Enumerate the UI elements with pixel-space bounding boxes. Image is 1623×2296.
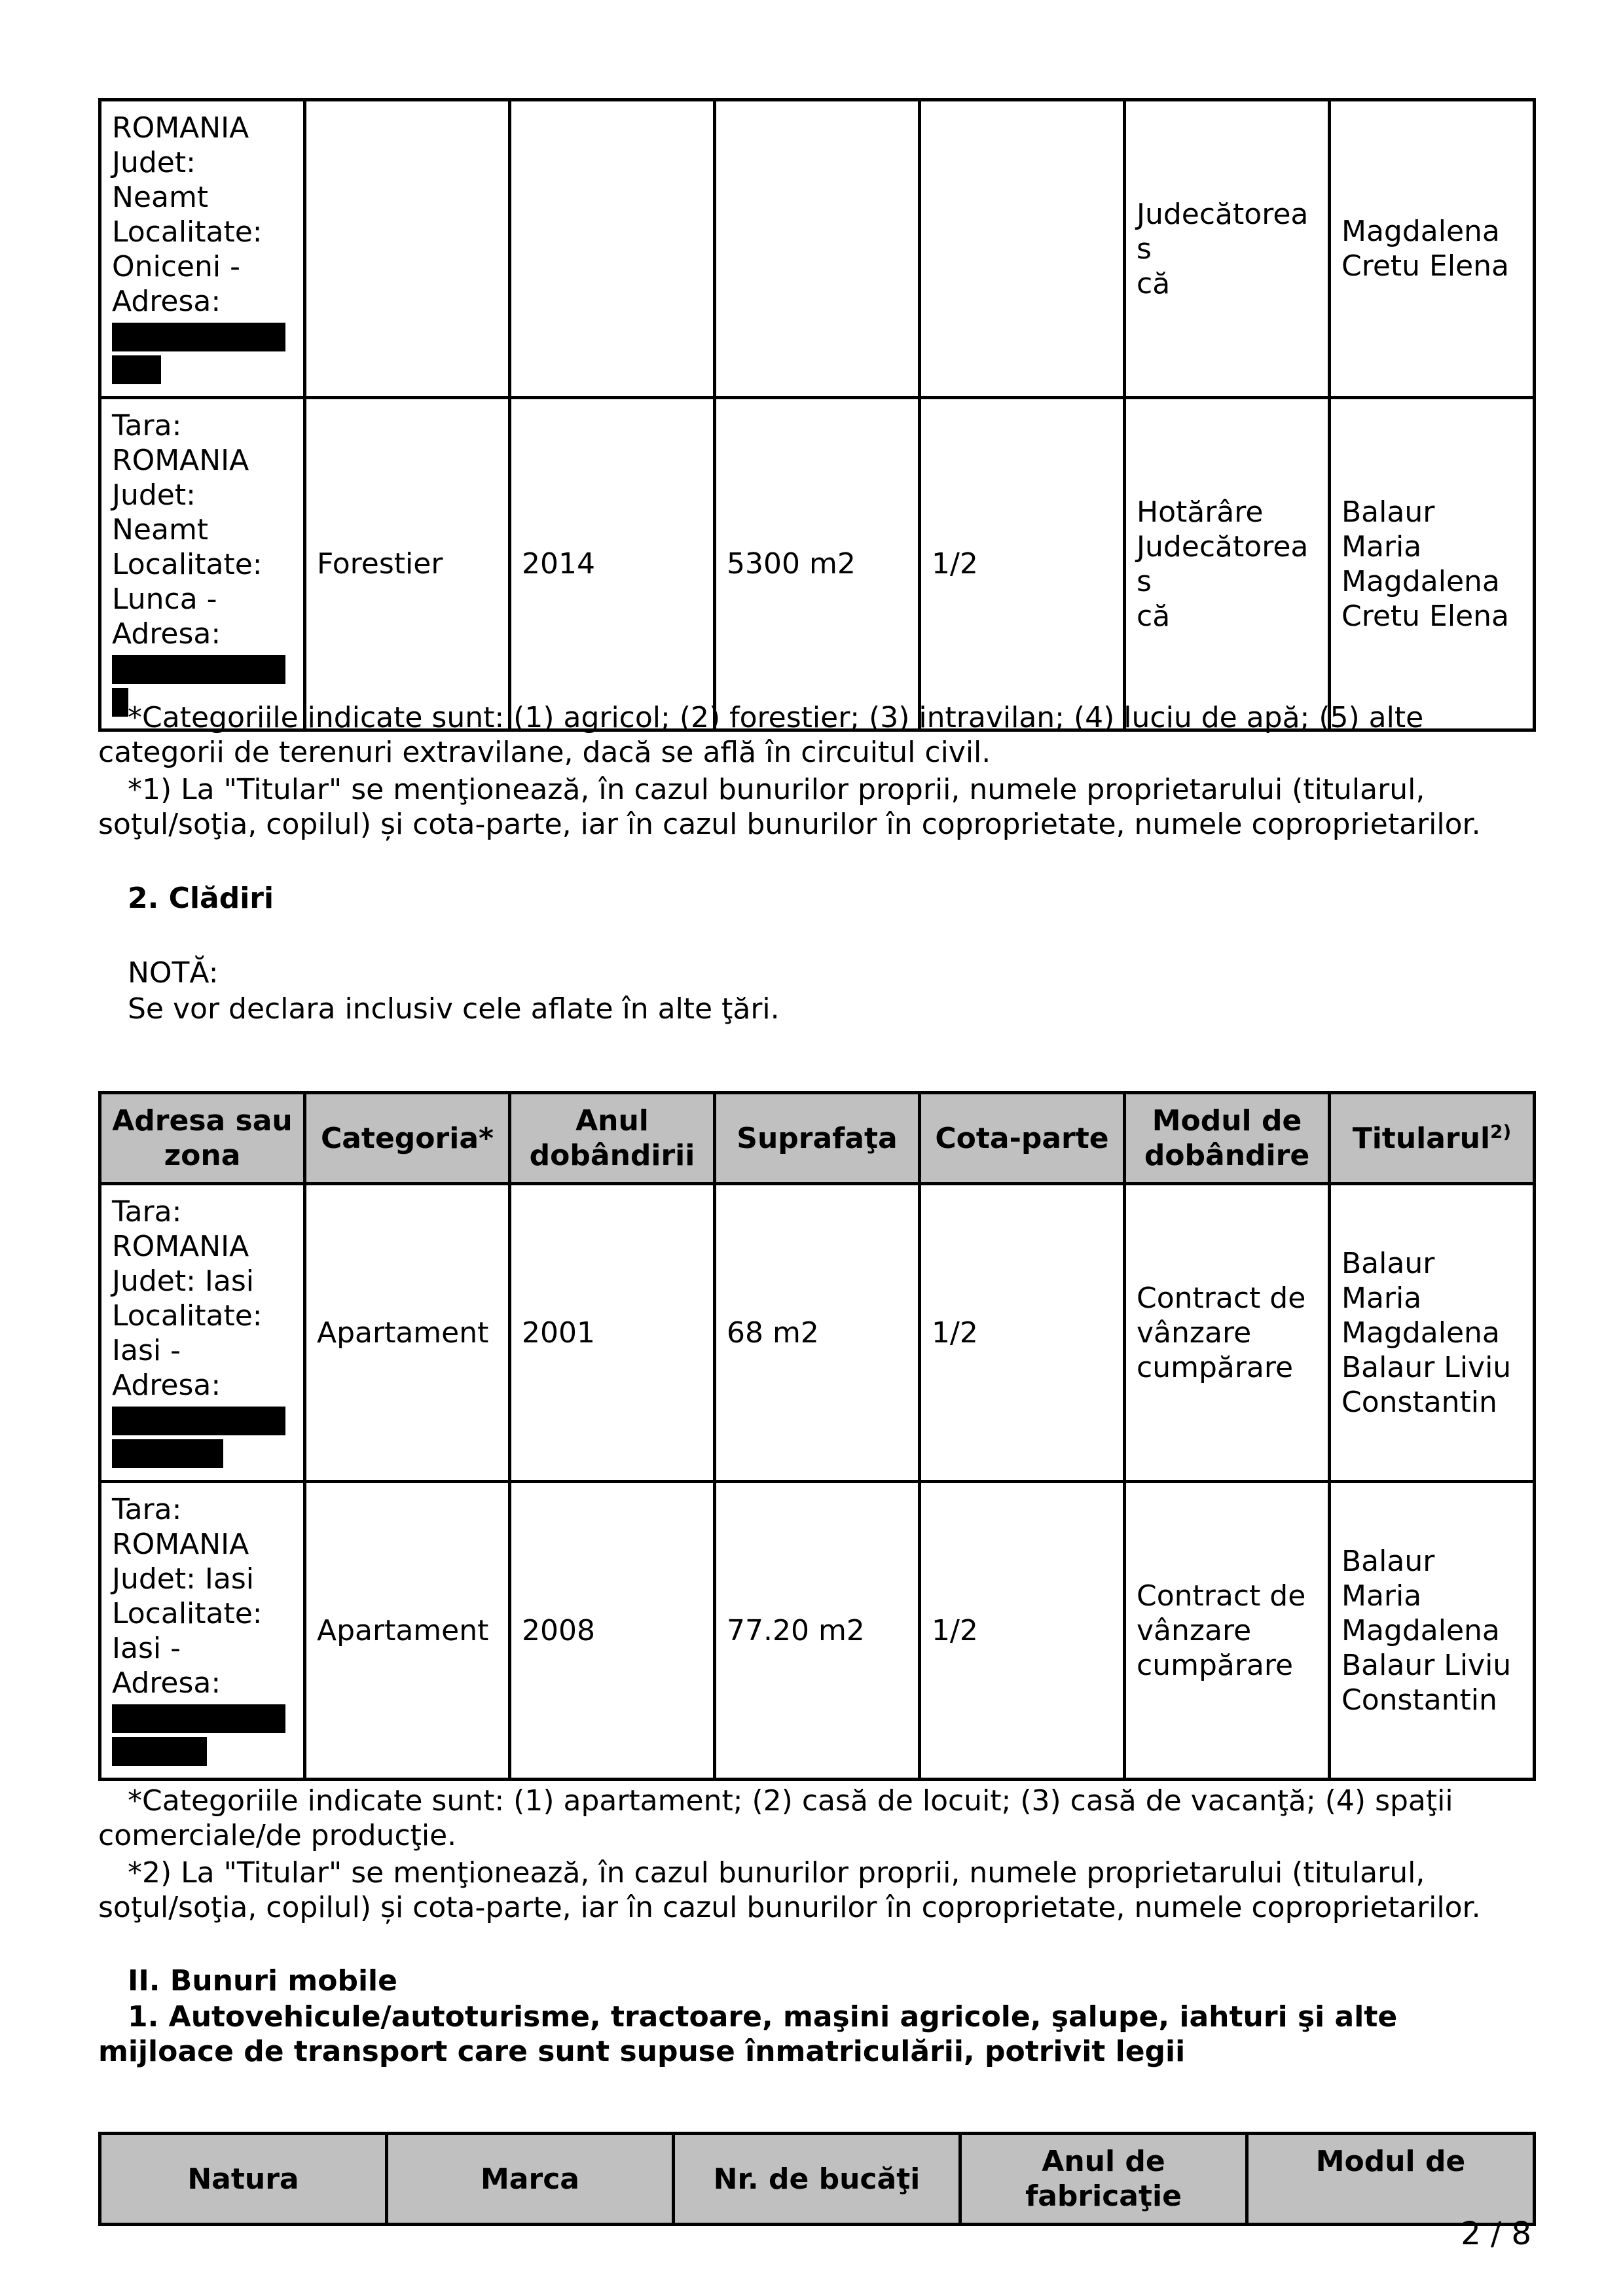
address-line: Localitate: xyxy=(112,1299,263,1333)
mode-cell xyxy=(1125,1482,1330,1780)
land-table xyxy=(98,98,1536,732)
category-cell: Forestier xyxy=(305,398,510,730)
address-cell xyxy=(100,1184,305,1482)
owner-line: Balaur Liviu xyxy=(1341,1648,1512,1682)
mode-line: Contract de xyxy=(1137,1281,1306,1315)
mode-cell xyxy=(1125,1184,1330,1482)
mode-line: Judecătoreas xyxy=(1137,529,1309,598)
header-row xyxy=(100,2134,1535,2225)
address-line: ROMANIA xyxy=(112,1230,249,1263)
vehicles-subheading: 1. Autovehicule/autoturisme, tractoare, maşini agricole, şalupe, iahturi şi alte mijloace de transport care sunt supuse înmatriculării, potrivit legii xyxy=(98,2000,1398,2068)
year-cell: 2001 xyxy=(510,1184,715,1482)
header-year: Anul de fabricaţie xyxy=(960,2134,1247,2225)
header-area: Suprafaţa xyxy=(715,1093,920,1184)
owner-line: Balaur Maria xyxy=(1341,1246,1435,1315)
category-cell xyxy=(305,100,510,398)
owner-cell xyxy=(1330,1184,1535,1482)
year-cell xyxy=(510,100,715,398)
category-cell: Apartament xyxy=(305,1184,510,1482)
header-address: Adresa sau zona xyxy=(100,1093,305,1184)
owner-line: Magdalena xyxy=(1341,215,1500,248)
buildings-titular-note: *2) La "Titular" se menţionează, în cazul bunurilor proprii, numele proprietarului (titularul, soţul/soţia, copilul) și cota-parte, iar în cazul bunurilor în coproprietate, numele coproprietarilor. xyxy=(98,1856,1481,1924)
address-line: Localitate: xyxy=(112,215,263,249)
vehicles-table xyxy=(98,2132,1536,2226)
share-cell: 1/2 xyxy=(920,1482,1125,1780)
address-line: Adresa: xyxy=(112,1666,221,1700)
redaction-bar xyxy=(112,1737,207,1766)
owner-cell xyxy=(1330,398,1535,730)
category-cell: Apartament xyxy=(305,1482,510,1780)
address-line: Lunca - xyxy=(112,583,217,616)
owner-line: Magdalena xyxy=(1341,1316,1500,1350)
redaction-bar xyxy=(112,1704,285,1733)
owner-line: Constantin xyxy=(1341,1385,1497,1419)
address-line: Oniceni - xyxy=(112,250,240,283)
share-cell xyxy=(920,100,1125,398)
redaction-bar xyxy=(112,1439,223,1468)
header-owner xyxy=(1330,1093,1535,1184)
address-line: Tara: xyxy=(112,1195,182,1229)
land-titular-note: *1) La "Titular" se menţionează, în cazul bunurilor proprii, numele proprietarului (titularul, soţul/soţia, copilul) și cota-parte, iar în cazul bunurilor în coproprietate, numele coproprietarilor. xyxy=(98,773,1481,841)
redaction-bar xyxy=(112,655,285,684)
mode-cell xyxy=(1125,398,1330,730)
buildings-note-text: Se vor declara inclusiv cele aflate în alte ţări. xyxy=(128,992,780,1026)
redaction-bar xyxy=(112,1407,285,1435)
owner-line: Balaur Maria xyxy=(1341,1544,1435,1613)
address-line: Tara: xyxy=(112,1493,182,1526)
table-row xyxy=(100,1482,1535,1780)
header-owner-label: Titularul xyxy=(1352,1121,1491,1155)
header-owner-footnote: 2) xyxy=(1490,1120,1512,1142)
share-cell: 1/2 xyxy=(920,398,1125,730)
redaction-bar xyxy=(112,355,161,384)
buildings-heading: 2. Clădiri xyxy=(128,882,274,915)
movables-heading: II. Bunuri mobile xyxy=(128,1964,397,1998)
address-line: Judet: Iasi xyxy=(112,1265,255,1298)
mode-line: cumpărare xyxy=(1137,1350,1294,1384)
header-share: Cota-parte xyxy=(920,1093,1125,1184)
land-categories-note: *Categoriile indicate sunt: (1) agricol; (2) forestier; (3) intravilan; (4) luciu de apă; (5) alte categorii de terenuri extravilane, dacă se află în circuitul civil. xyxy=(98,701,1424,769)
table-row xyxy=(100,100,1535,398)
page-number: 2 / 8 xyxy=(1461,2215,1531,2252)
mode-line: cumpărare xyxy=(1137,1648,1294,1682)
address-line: Tara: xyxy=(112,409,182,442)
area-cell: 5300 m2 xyxy=(715,398,920,730)
mode-line: că xyxy=(1137,599,1171,633)
owner-cell xyxy=(1330,100,1535,398)
address-line: ROMANIA xyxy=(112,1528,249,1561)
table-row xyxy=(100,1184,1535,1482)
header-row xyxy=(100,1093,1535,1184)
header-count: Nr. de bucăţi xyxy=(674,2134,960,2225)
address-cell xyxy=(100,100,305,398)
header-mode: Modul de dobândire xyxy=(1125,1093,1330,1184)
header-brand: Marca xyxy=(387,2134,674,2225)
address-line: Iasi - xyxy=(112,1334,181,1367)
address-line: ROMANIA xyxy=(112,444,249,477)
mode-line: Judecătoreas xyxy=(1137,197,1309,266)
address-line: Iasi - xyxy=(112,1632,181,1665)
address-cell xyxy=(100,398,305,730)
share-cell: 1/2 xyxy=(920,1184,1125,1482)
mode-line: Hotărâre xyxy=(1137,495,1264,529)
header-nature: Natura xyxy=(100,2134,387,2225)
address-line: Adresa: xyxy=(112,285,221,318)
table-row xyxy=(100,398,1535,730)
buildings-categories-note: *Categoriile indicate sunt: (1) apartament; (2) casă de locuit; (3) casă de vacanţă; (4) spaţii comerciale/de producţie. xyxy=(98,1784,1453,1852)
address-line: Localitate: xyxy=(112,1597,263,1630)
address-line: Judet: Neamt xyxy=(112,478,209,547)
redaction-bar xyxy=(112,323,285,351)
area-cell: 68 m2 xyxy=(715,1184,920,1482)
year-cell: 2014 xyxy=(510,398,715,730)
owner-line: Magdalena xyxy=(1341,564,1500,598)
address-line: Adresa: xyxy=(112,1369,221,1402)
year-cell: 2008 xyxy=(510,1482,715,1780)
address-line: Adresa: xyxy=(112,617,221,651)
owner-line: Balaur Liviu xyxy=(1341,1350,1512,1384)
buildings-note-label: NOTĂ: xyxy=(128,956,219,990)
owner-line: Constantin xyxy=(1341,1683,1497,1717)
area-cell xyxy=(715,100,920,398)
header-year: Anul dobândirii xyxy=(510,1093,715,1184)
owner-line: Magdalena xyxy=(1341,1613,1500,1647)
address-line: Judet: Neamt xyxy=(112,146,209,214)
area-cell: 77.20 m2 xyxy=(715,1482,920,1780)
mode-line: vânzare xyxy=(1137,1316,1252,1350)
address-cell xyxy=(100,1482,305,1780)
owner-line: Cretu Elena xyxy=(1341,599,1509,633)
mode-cell xyxy=(1125,100,1330,398)
mode-line: vânzare xyxy=(1137,1613,1252,1647)
header-mode: Modul de xyxy=(1247,2134,1535,2225)
owner-cell xyxy=(1330,1482,1535,1780)
address-line: Localitate: xyxy=(112,548,263,581)
owner-line: Cretu Elena xyxy=(1341,249,1509,283)
address-line: ROMANIA xyxy=(112,111,249,145)
header-category: Categoria* xyxy=(305,1093,510,1184)
mode-line: Contract de xyxy=(1137,1579,1306,1613)
buildings-table xyxy=(98,1091,1536,1781)
mode-line: că xyxy=(1137,266,1171,300)
address-line: Judet: Iasi xyxy=(112,1562,255,1596)
owner-line: Balaur Maria xyxy=(1341,495,1435,564)
